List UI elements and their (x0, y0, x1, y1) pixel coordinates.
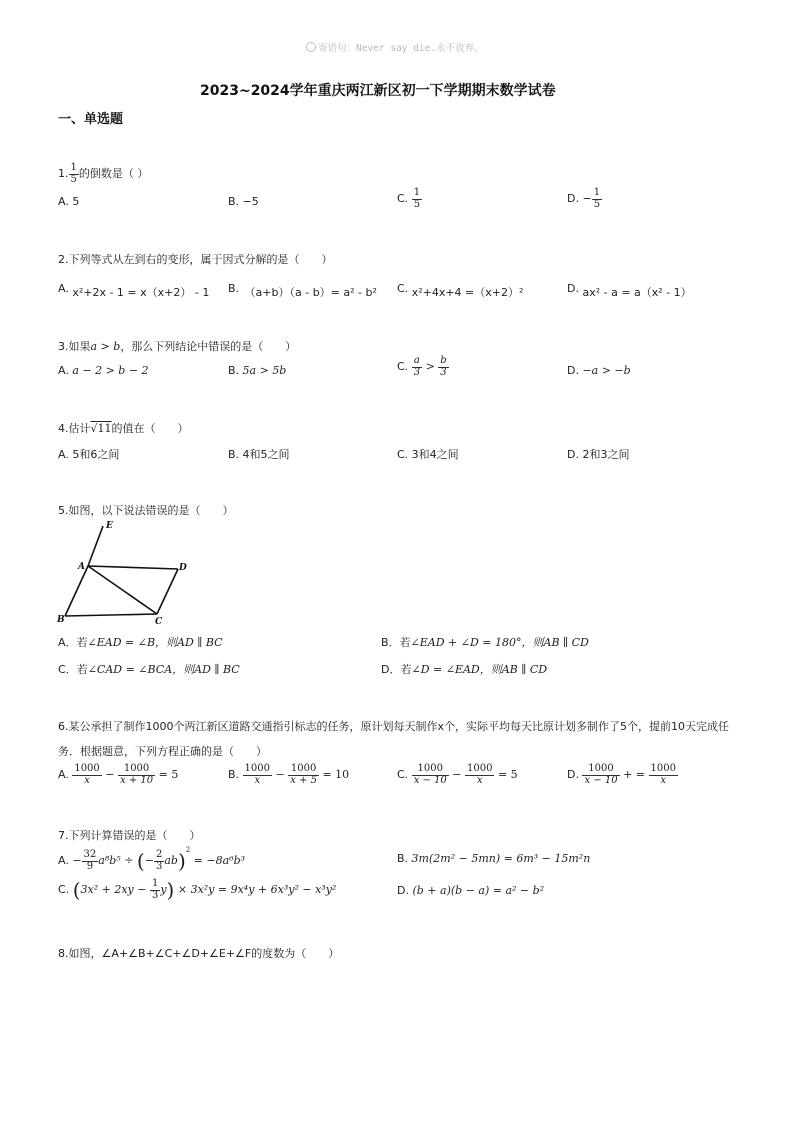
q3-option-a[interactable]: A. a − 2 > b − 2 (58, 364, 149, 377)
q1-fraction: $\frac{1}{5}$ (70, 162, 77, 185)
question-3: 3.如果a > b，那么下列结论中错误的是（ ） (58, 340, 297, 353)
q7-option-a[interactable]: A. − $\frac{32}{9}$ a⁸b⁵ ÷ (− $\frac{2}{3}$ ab)$^2$ = −8a⁶b³ (58, 846, 246, 873)
q2-option-a[interactable]: A. x²+2x - 1 = x（x+2） - 1 (58, 282, 210, 299)
label-a: A (78, 562, 85, 572)
question-8: 8.如图，∠A+∠B+∠C+∠D+∠E+∠F的度数为（ ） (58, 947, 340, 960)
q5-option-a[interactable]: A．若∠EAD = ∠B，则AD ∥ BC (58, 636, 223, 649)
q2-option-d[interactable]: D. ax² - a = a（x² - 1） (567, 282, 692, 299)
label-b: B (57, 615, 65, 625)
q4-option-a[interactable]: A. 5和6之间 (58, 448, 120, 461)
q5-option-c[interactable]: C．若∠CAD = ∠BCA，则AD ∥ BC (58, 663, 240, 676)
motto-text: 寄语句：Never say die.永不放弃。 (318, 43, 484, 54)
question-6-line-1: 6.某公承担了制作1000个两江新区道路交通指引标志的任务，原计划每天制作x个，实际平均每天比原计划多制作了5个，提前10天完成任 (58, 720, 729, 733)
q1-text: 的倒数是（ ） (78, 167, 149, 180)
q6-option-d[interactable]: D. $\frac{1000}{x - 10}$ + = $\frac{1000}{x}$ (567, 763, 676, 786)
ray-ae (88, 526, 103, 566)
q7-option-d[interactable]: D. (b + a)(b − a) = a² − b² (397, 884, 545, 897)
q3-option-d[interactable]: D. −a > −b (567, 364, 631, 377)
q4-radical: √11 (90, 422, 112, 435)
q1-option-a[interactable]: A. 5 (58, 195, 80, 208)
q7-option-b[interactable]: B. 3m(2m² − 5mn) = 6m³ − 15m²n (397, 852, 591, 865)
smiley-icon (306, 42, 316, 52)
q4-option-b[interactable]: B. 4和5之间 (228, 448, 290, 461)
q6-option-a[interactable]: A. $\frac{1000}{x}$ − $\frac{1000}{x + 10}$ = 5 (58, 763, 179, 786)
q2-option-c[interactable]: C. x²+4x+4 =（x+2）² (397, 282, 524, 299)
q1-number: 1. (58, 167, 69, 180)
label-c: C (155, 617, 163, 627)
q1-option-c[interactable]: C. $\frac{1}{5}$ (397, 187, 421, 210)
q3-condition: a > b (90, 340, 121, 353)
q4-option-c[interactable]: C. 3和4之间 (397, 448, 459, 461)
question-5: 5.如图，以下说法错误的是（ ） (58, 504, 234, 517)
q3-option-b[interactable]: B. 5a > 5b (228, 364, 287, 377)
segment-dc (157, 569, 178, 614)
motto-line (306, 40, 484, 54)
q3-option-c[interactable]: C. $\frac{a}{3}$ > $\frac{b}{3}$ (397, 355, 447, 378)
segment-ab (65, 566, 88, 616)
q2-option-b[interactable]: B. （a+b）（a - b）= a² - b² (228, 282, 377, 299)
q4-option-d[interactable]: D. 2和3之间 (567, 448, 630, 461)
q6-option-b[interactable]: B. $\frac{1000}{x}$ − $\frac{1000}{x + 5}$ = 10 (228, 763, 350, 786)
question-7: 7.下列计算错误的是（ ） (58, 829, 201, 842)
q1-option-d[interactable]: D. − $\frac{1}{5}$ (567, 187, 601, 210)
q7-option-c[interactable]: C. (3x² + 2xy − $\frac{1}{3}$ y) × 3x²y = 9x⁴y + 6x³y² − x³y² (58, 878, 337, 902)
question-4: 4.估计√11的值在（ ） (58, 422, 189, 435)
question-6-line-2: 务．根据题意，下列方程正确的是（ ） (58, 745, 267, 758)
question-1 (58, 163, 148, 185)
segment-ad (88, 566, 178, 569)
question-2: 2.下列等式从左到右的变形，属于因式分解的是（ ） (58, 253, 333, 266)
page-title: 2023~2024学年重庆两江新区初一下学期期末数学试卷 (200, 83, 556, 99)
label-e: E (106, 521, 113, 531)
segment-bc (65, 614, 157, 616)
q6-option-c[interactable]: C. $\frac{1000}{x - 10}$ − $\frac{1000}{x}$ = 5 (397, 763, 518, 786)
section-heading: 一、单选题 (58, 112, 124, 127)
label-d: D (179, 563, 187, 573)
q1-option-b[interactable]: B. −5 (228, 195, 259, 208)
q5-option-d[interactable]: D．若∠D = ∠EAD，则AB ∥ CD (381, 663, 548, 676)
q5-geometry-figure (55, 518, 195, 628)
segment-ac (88, 566, 157, 614)
q5-option-b[interactable]: B．若∠EAD + ∠D = 180°，则AB ∥ CD (381, 636, 589, 649)
